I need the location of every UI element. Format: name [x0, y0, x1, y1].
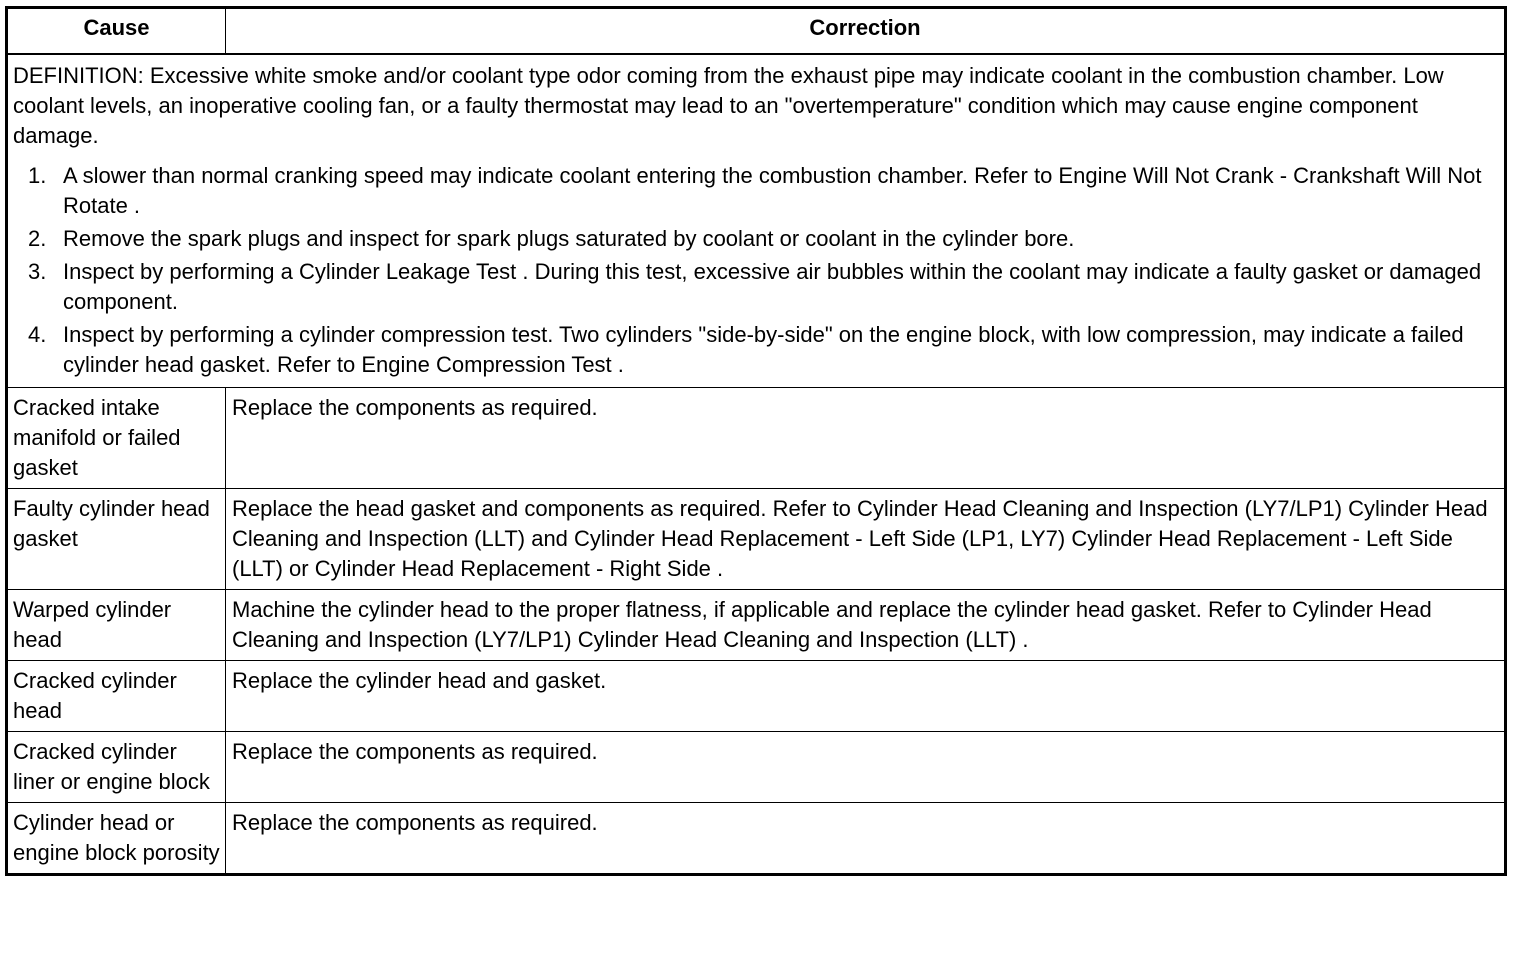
header-row [7, 8, 1506, 55]
definition-row [7, 54, 1506, 388]
table-row [7, 803, 1506, 875]
step-text: Inspect by performing a Cylinder Leakage Test . During this test, excessive air bubbles within the coolant may indicate a faulty gasket or damaged component. [63, 259, 1482, 314]
correction-cell: Replace the components as required. [226, 732, 1506, 803]
cause-cell: Faulty cylinder head gasket [7, 489, 226, 590]
step-number: 2. [28, 226, 47, 251]
cause-cell: Warped cylinder head [7, 590, 226, 661]
diagnostic-table [5, 6, 1507, 876]
step-item [13, 161, 1498, 221]
step-number: 3. [28, 259, 47, 284]
cause-cell: Cylinder head or engine block porosity [7, 803, 226, 875]
cause-cell: Cracked intake manifold or failed gasket [7, 388, 226, 489]
cause-cell: Cracked cylinder head [7, 661, 226, 732]
step-item [13, 320, 1498, 380]
correction-cell: Replace the cylinder head and gasket. [226, 661, 1506, 732]
correction-cell: Replace the components as required. [226, 388, 1506, 489]
step-text: Inspect by performing a cylinder compression test. Two cylinders "side-by-side" on the engine block, with low compression, may indicate a failed cylinder head gasket. Refer to Engine Compression Test . [63, 322, 1464, 377]
table-row [7, 661, 1506, 732]
table-row [7, 732, 1506, 803]
step-text: A slower than normal cranking speed may indicate coolant entering the combustion chamber. Refer to Engine Will Not Crank - Crankshaft Will Not Rotate . [63, 163, 1482, 218]
definition-text: DEFINITION: Excessive white smoke and/or coolant type odor coming from the exhaust pipe may indicate coolant in the combustion chamber. Low coolant levels, an inoperative cooling fan, or a faulty thermostat may lead to an "overtemperature" condition which may cause engine component damage. [13, 63, 1444, 148]
diagnostic-steps [13, 161, 1498, 380]
step-text: Remove the spark plugs and inspect for spark plugs saturated by coolant or coolant in the cylinder bore. [63, 226, 1075, 251]
table-row [7, 489, 1506, 590]
correction-cell: Machine the cylinder head to the proper flatness, if applicable and replace the cylinder head gasket. Refer to Cylinder Head Cleaning and Inspection (LY7/LP1) Cylinder Head Cleaning and Inspection (LLT) . [226, 590, 1506, 661]
definition-cell [7, 54, 1506, 388]
correction-cell: Replace the components as required. [226, 803, 1506, 875]
table-row [7, 388, 1506, 489]
table-row [7, 590, 1506, 661]
correction-header: Correction [226, 8, 1506, 55]
correction-cell: Replace the head gasket and components as required. Refer to Cylinder Head Cleaning and Inspection (LY7/LP1) Cylinder Head Cleaning and Inspection (LLT) and Cylinder Head Replacement - Left Side (LP1, LY7) Cylinder Head Replacement - Left Side (LLT) or Cylinder Head Replacement - Right Side . [226, 489, 1506, 590]
step-number: 4. [28, 322, 47, 347]
cause-cell: Cracked cylinder liner or engine block [7, 732, 226, 803]
step-number: 1. [28, 163, 47, 188]
step-item [13, 257, 1498, 317]
step-item [13, 224, 1498, 254]
cause-header: Cause [7, 8, 226, 55]
